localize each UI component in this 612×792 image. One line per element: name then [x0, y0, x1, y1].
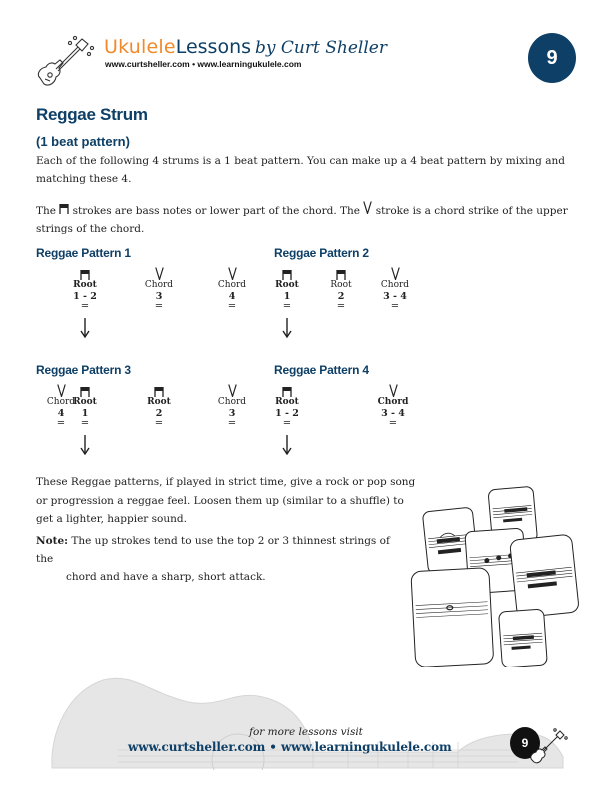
beat: [368, 383, 418, 429]
beat-mark: =: [80, 301, 90, 312]
beat-count: 3 - 4: [383, 291, 407, 302]
legend-text-2: strokes are bass notes or lower part of the chord. The: [72, 205, 361, 217]
beat-count: 3: [228, 408, 236, 419]
stroke-glyph: [370, 266, 420, 280]
beat: [316, 266, 366, 312]
beat-label: Root: [73, 280, 97, 290]
note-line-2: chord and have a sharp, short attack.: [66, 571, 266, 583]
down-arrow-icon: [80, 318, 90, 338]
ukulele-logo-icon: [34, 30, 104, 94]
beat: [207, 383, 257, 429]
legend-text-1: The: [36, 205, 56, 217]
stroke-glyph: [134, 266, 184, 280]
beat-count: 4: [57, 408, 65, 419]
page-number-badge: 9: [528, 33, 576, 83]
beat: [207, 266, 257, 312]
down-bow-icon: [282, 269, 292, 280]
beat-count: 3: [155, 291, 163, 302]
beat-count: 4: [228, 291, 236, 302]
up-bow-icon: [57, 384, 66, 397]
stroke-glyph: [36, 383, 86, 397]
beat-label: Root: [275, 280, 299, 290]
footer-ukulele-watermark: [48, 672, 568, 770]
up-bow-icon: [363, 201, 372, 214]
beat-count: 1 - 2: [275, 408, 299, 419]
footer-page-badge: 9: [510, 727, 540, 759]
beat-count: 1: [283, 291, 291, 302]
stroke-glyph: [60, 266, 110, 280]
up-bow-icon: [228, 267, 237, 280]
brand-lessons: Lessons: [175, 36, 252, 58]
beat-label: Chord: [217, 397, 247, 407]
music-cards-illustration: [405, 482, 585, 667]
down-bow-icon: [59, 203, 69, 214]
down-bow-icon: [80, 269, 90, 280]
beat-count: 2: [337, 291, 345, 302]
stroke-glyph: [262, 266, 312, 280]
note-label: Note:: [36, 535, 69, 547]
beat-label: Chord: [217, 280, 247, 290]
note-line-1: The up strokes tend to use the top 2 or 3 thinnest strings of the: [36, 535, 390, 565]
footer-urls[interactable]: www.curtsheller.com • www.learningukulele.com: [128, 740, 452, 754]
beat-mark: =: [154, 418, 164, 429]
down-bow-icon: [154, 386, 164, 397]
page-subtitle: (1 beat pattern): [36, 134, 130, 149]
card-small: [499, 609, 548, 667]
beat-mark: =: [227, 418, 237, 429]
pattern-title: Reggae Pattern 4: [274, 363, 369, 377]
pattern-title: Reggae Pattern 2: [274, 246, 369, 260]
beat-count: 3 - 4: [381, 408, 405, 419]
down-bow-icon: [282, 386, 292, 397]
pattern-title: Reggae Pattern 3: [36, 363, 131, 377]
beat-label: Chord: [380, 280, 410, 290]
up-bow-icon: [389, 384, 398, 397]
beat-mark: =: [56, 418, 66, 429]
beat-label: Chord: [144, 280, 174, 290]
up-bow-icon: [155, 267, 164, 280]
beat: [262, 383, 312, 429]
intro-paragraph: Each of the following 4 strums is a 1 beat pattern. You can make up a 4 beat pattern by mixing and matching these 4.: [36, 155, 565, 185]
beat-mark: =: [80, 418, 90, 429]
beat-count: 2: [155, 408, 163, 419]
beat-mark: =: [388, 418, 398, 429]
down-bow-icon: [336, 269, 346, 280]
page-title: Reggae Strum: [36, 105, 148, 124]
beat-mark: =: [336, 301, 346, 312]
beat-label: Chord: [46, 397, 76, 407]
pattern-title: Reggae Pattern 1: [36, 246, 131, 260]
beat-label: Root: [330, 280, 352, 290]
beat-mark: =: [390, 301, 400, 312]
beat-mark: =: [227, 301, 237, 312]
beat: [36, 383, 86, 429]
reggae-pattern-4: [274, 363, 514, 463]
card-large: [411, 568, 494, 667]
beat-label: Root: [73, 397, 97, 407]
brand-title: [104, 36, 387, 58]
stroke-glyph: [134, 383, 184, 397]
reggae-pattern-2: [274, 246, 514, 346]
down-arrow-icon: [282, 318, 292, 338]
footer-ukulele-icon: [528, 726, 568, 766]
stroke-glyph: [316, 266, 366, 280]
beat-mark: =: [282, 418, 292, 429]
stroke-glyph: [262, 383, 312, 397]
down-arrow-icon: [80, 435, 90, 455]
beat: [262, 266, 312, 312]
note-block: [36, 532, 406, 586]
beat-count: 1: [81, 408, 89, 419]
beat-mark: =: [282, 301, 292, 312]
beat-count: 1 - 2: [73, 291, 97, 302]
legend-text-3: stroke is a chord strike of the upper strings of the chord.: [36, 205, 568, 235]
footer-visit-label: for more lessons visit: [249, 726, 363, 738]
beat: [370, 266, 420, 312]
beat: [60, 266, 110, 312]
beat: [134, 266, 184, 312]
up-bow-icon: [391, 267, 400, 280]
brand-byline: by Curt Sheller: [255, 38, 387, 58]
stroke-glyph: [207, 266, 257, 280]
beat: [134, 383, 184, 429]
header-urls[interactable]: www.curtsheller.com • www.learningukulele.com: [105, 59, 302, 69]
up-bow-icon: [228, 384, 237, 397]
stroke-glyph: [368, 383, 418, 397]
reggae-pattern-1: [36, 246, 276, 346]
reggae-pattern-3: [36, 363, 276, 463]
beat-label: Chord: [377, 397, 409, 407]
beat-label: Root: [275, 397, 299, 407]
beat-mark: =: [154, 301, 164, 312]
legend-paragraph: [36, 201, 581, 238]
down-arrow-icon: [282, 435, 292, 455]
closing-paragraph: These Reggae patterns, if played in strict time, give a rock or pop song or progression a reggae feel. Loosen them up (similar to a shuffle) to get a lighter, happier sound.: [36, 476, 416, 525]
stroke-glyph: [207, 383, 257, 397]
brand-ukulele: Ukulele: [104, 36, 176, 58]
beat-label: Root: [147, 397, 171, 407]
card-right: [510, 534, 580, 618]
